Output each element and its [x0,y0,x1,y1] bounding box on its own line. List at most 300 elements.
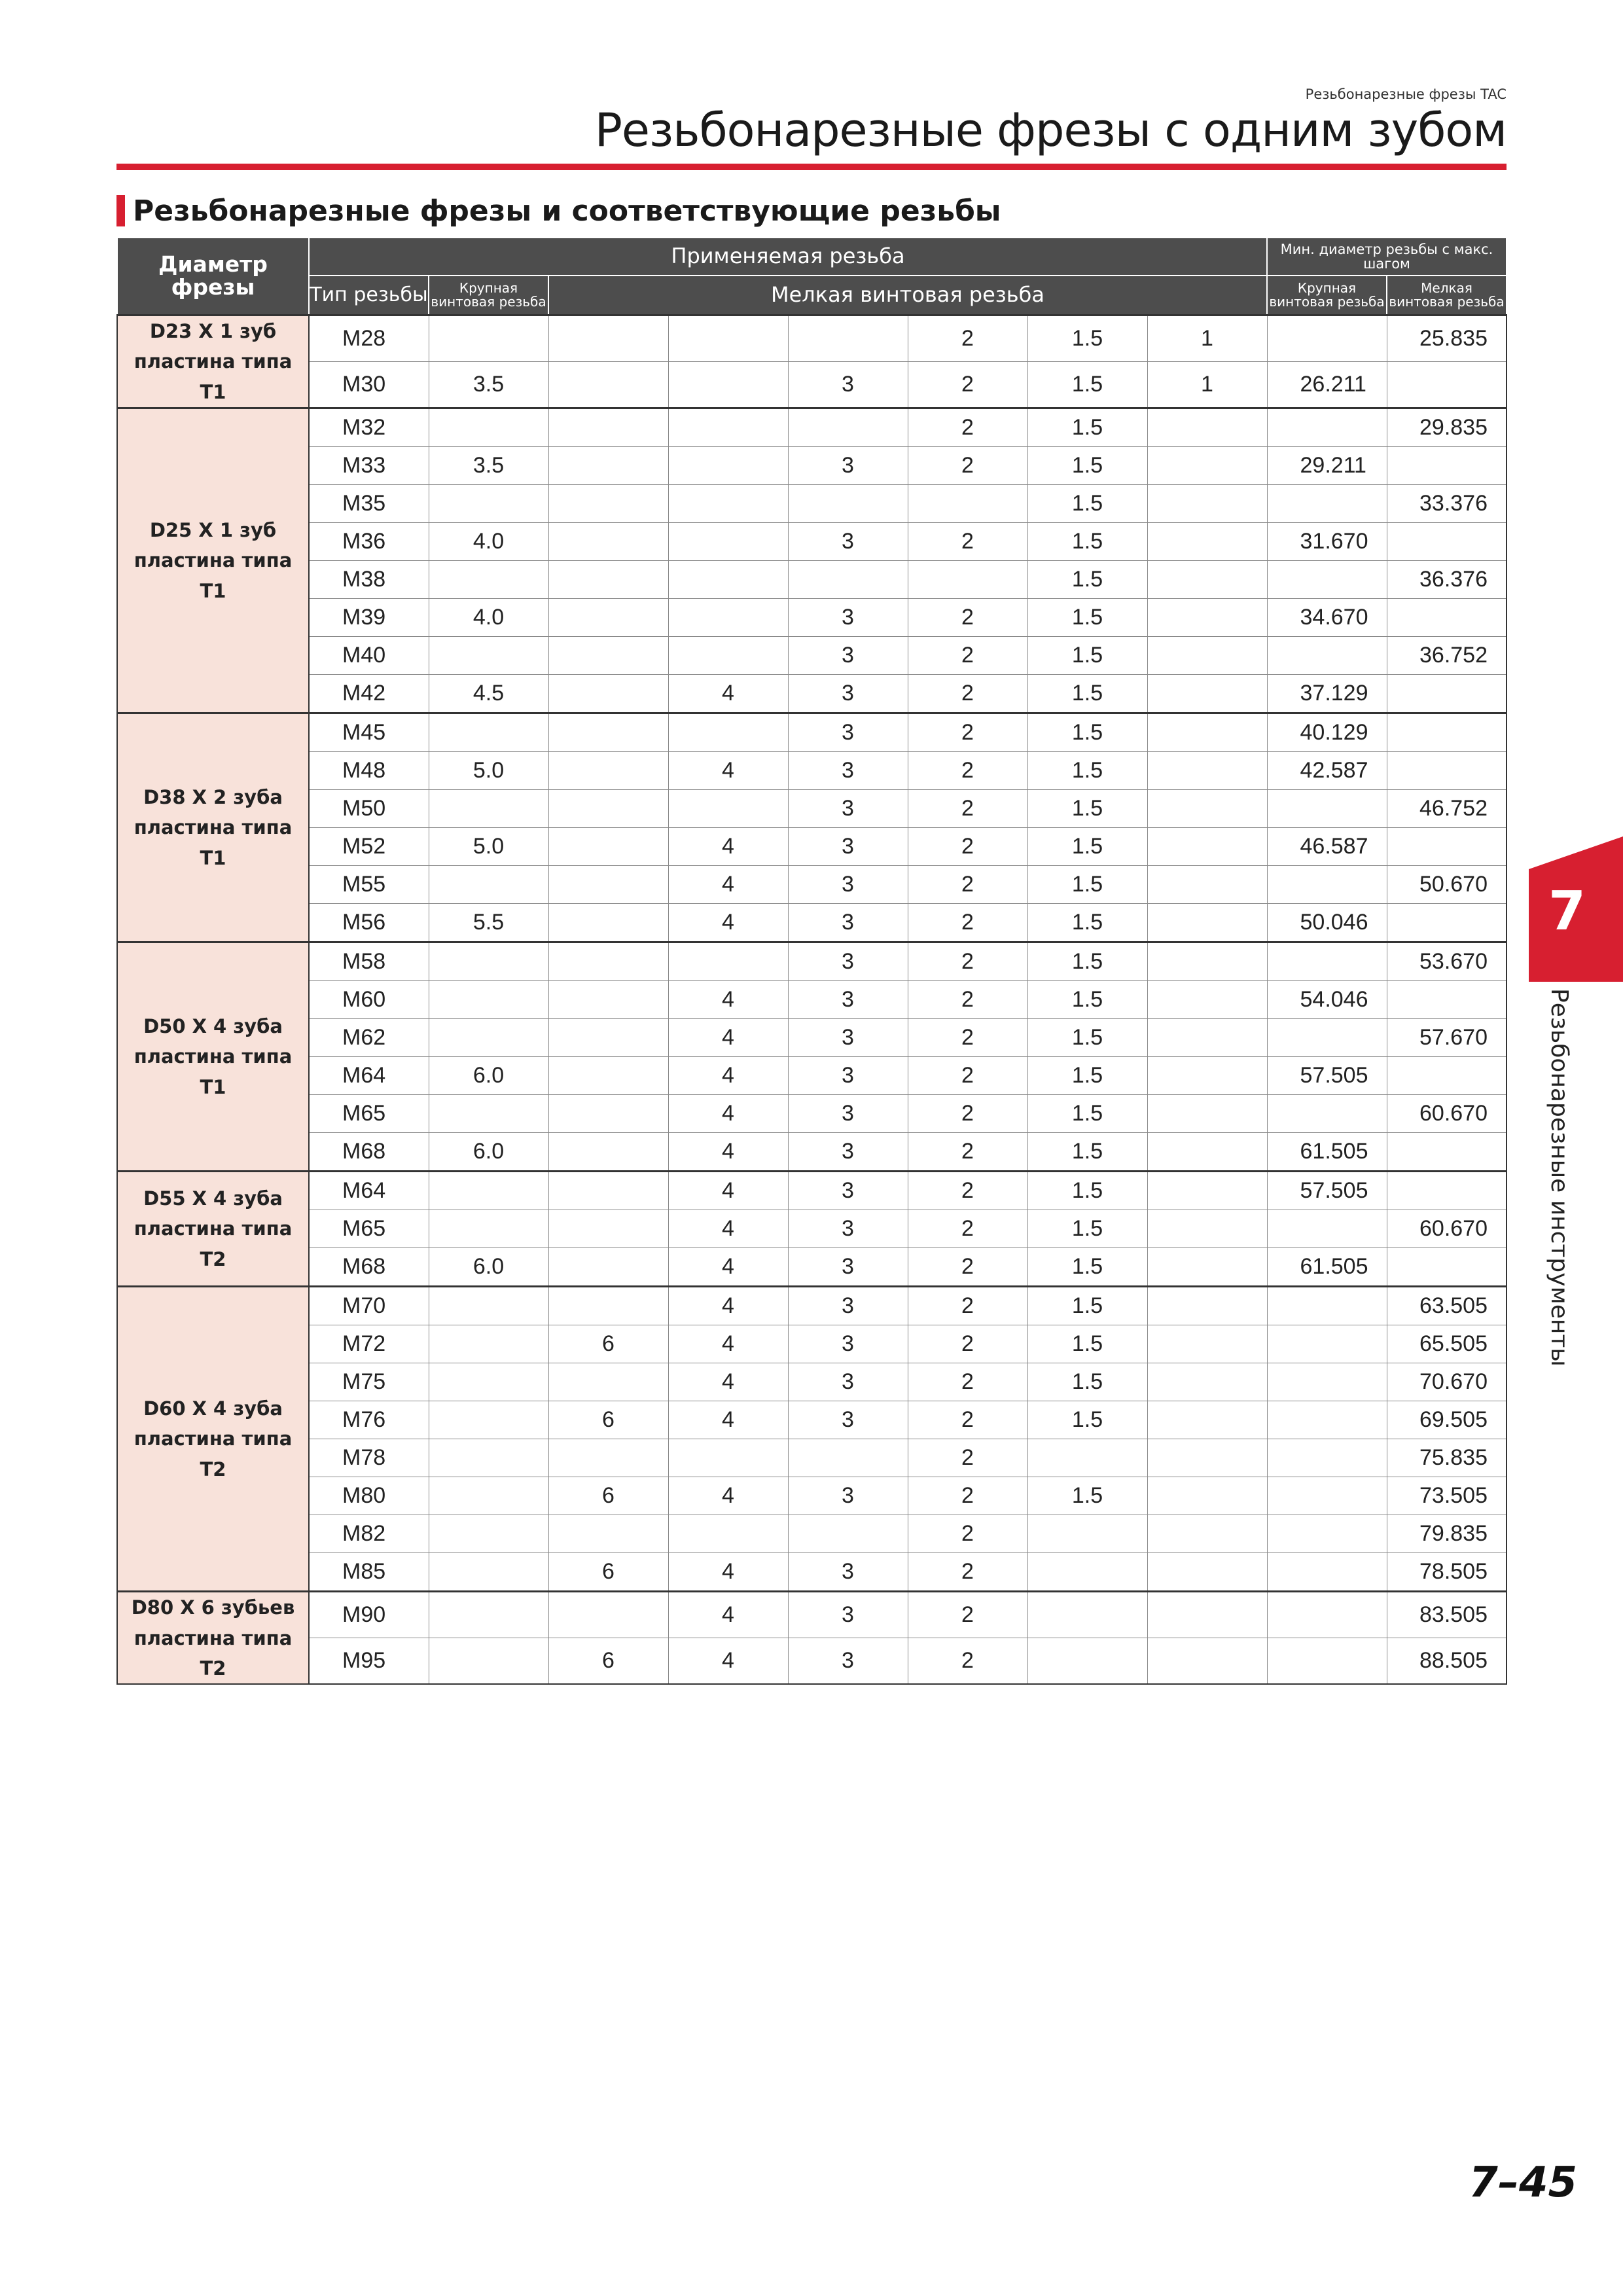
table-cell [1267,315,1387,362]
table-cell: 4 [668,1095,788,1133]
table-cell [548,599,668,637]
table-cell: 5.5 [429,904,548,942]
table-cell [429,1592,548,1638]
table-cell [668,315,788,362]
table-cell [548,1439,668,1477]
table-cell: 3.5 [429,447,548,485]
table-cell: 2 [908,866,1027,904]
header-diameter: Диаметр фрезы [117,238,309,315]
table-cell [1147,1210,1267,1248]
table-cell: 2 [908,752,1027,790]
table-cell: 3 [788,1592,908,1638]
table-row [117,1638,1507,1685]
table-cell [429,1172,548,1210]
table-cell: 2 [908,447,1027,485]
table-cell [1147,447,1267,485]
table-cell [429,713,548,752]
table-cell: 2 [908,1592,1027,1638]
thread-size-cell: M45 [309,713,429,752]
table-cell: 2 [908,637,1027,675]
table-row [117,1515,1507,1553]
table-cell [1147,866,1267,904]
table-cell [548,315,668,362]
table-cell [1387,752,1507,790]
table-row [117,315,1507,362]
table-cell [548,981,668,1019]
table-cell [429,1210,548,1248]
table-cell [429,315,548,362]
table-cell: 2 [908,1019,1027,1057]
thread-size-cell: M35 [309,485,429,523]
table-cell [548,1287,668,1325]
table-cell: 3 [788,1553,908,1592]
table-cell: 60.670 [1387,1210,1507,1248]
table-cell [1147,561,1267,599]
table-row [117,1439,1507,1477]
table-cell [1147,637,1267,675]
insert-type: пластина типа T1 [134,1045,293,1098]
table-cell: 6.0 [429,1133,548,1172]
table-cell [1267,1325,1387,1363]
cutter-group-cell [117,713,309,942]
table-cell: 26.211 [1267,362,1387,408]
table-cell: 2 [908,713,1027,752]
table-cell: 42.587 [1267,752,1387,790]
table-cell: 3 [788,1057,908,1095]
table-cell [668,790,788,828]
title-rule [116,164,1507,170]
header-min-coarse: Крупная винтовая резьба [1267,276,1387,315]
table-cell [1147,1287,1267,1325]
table-cell [1027,1553,1147,1592]
table-cell [1147,523,1267,561]
table-cell [429,1287,548,1325]
table-cell: 4 [668,1592,788,1638]
table-row [117,1325,1507,1363]
table-cell [548,713,668,752]
cutter-diameter: D25 X 1 зуб [149,519,277,542]
header-thread-type: Тип резьбы [309,276,429,315]
table-cell [548,485,668,523]
cutter-group-cell [117,1287,309,1592]
table-row [117,713,1507,752]
table-cell [1147,942,1267,981]
table-cell: 50.046 [1267,904,1387,942]
table-cell [429,1019,548,1057]
table-row [117,828,1507,866]
table-cell: 3 [788,1133,908,1172]
table-cell: 73.505 [1387,1477,1507,1515]
table-cell [668,1515,788,1553]
table-cell: 3 [788,942,908,981]
table-cell: 3 [788,1095,908,1133]
table-cell: 3 [788,981,908,1019]
table-cell [1147,790,1267,828]
table-cell: 4 [668,1325,788,1363]
table-row [117,1210,1507,1248]
table-cell: 3 [788,752,908,790]
table-cell: 50.670 [1387,866,1507,904]
table-cell [668,408,788,447]
thread-size-cell: M80 [309,1477,429,1515]
table-cell: 6 [548,1477,668,1515]
table-row [117,942,1507,981]
table-row [117,523,1507,561]
table-cell: 78.505 [1387,1553,1507,1592]
table-cell [429,561,548,599]
table-cell [1387,675,1507,713]
table-cell [548,1019,668,1057]
section-title: Резьбонарезные фрезы и соответствующие резьбы [133,194,1001,228]
table-cell: 2 [908,828,1027,866]
table-cell [788,315,908,362]
thread-size-cell: M78 [309,1439,429,1477]
table-cell [548,1133,668,1172]
cutter-group-cell [117,1172,309,1287]
thread-size-cell: M28 [309,315,429,362]
table-cell: 60.670 [1387,1095,1507,1133]
table-row [117,1133,1507,1172]
table-cell [429,1553,548,1592]
table-cell: 4 [668,1133,788,1172]
table-cell [1387,1057,1507,1095]
table-cell: 1.5 [1027,1057,1147,1095]
table-cell: 3 [788,1248,908,1287]
table-cell [1147,828,1267,866]
insert-type: пластина типа T2 [134,1427,293,1480]
table-cell [668,523,788,561]
table-cell: 4 [668,1172,788,1210]
table-cell [548,1363,668,1401]
table-row [117,981,1507,1019]
table-cell: 1.5 [1027,675,1147,713]
table-cell: 4 [668,904,788,942]
table-cell: 25.835 [1387,315,1507,362]
chapter-label: Резьбонарезные инструменты [1546,988,1573,1367]
table-cell [1147,981,1267,1019]
table-cell [1387,1248,1507,1287]
table-cell [1147,752,1267,790]
cutter-diameter: D55 X 4 зуба [143,1187,283,1210]
table-cell [1147,1592,1267,1638]
table-cell: 29.211 [1267,447,1387,485]
table-row [117,408,1507,447]
table-cell: 5.0 [429,828,548,866]
table-cell: 4 [668,1287,788,1325]
table-cell [429,1477,548,1515]
table-cell: 1.5 [1027,485,1147,523]
table-cell: 2 [908,675,1027,713]
table-cell [1147,1439,1267,1477]
table-cell [1267,1401,1387,1439]
page-number: 7–45 [1469,2159,1577,2207]
table-cell: 1.5 [1027,1248,1147,1287]
table-cell: 2 [908,1515,1027,1553]
table-cell [1147,1638,1267,1685]
table-row [117,1477,1507,1515]
table-cell: 2 [908,1057,1027,1095]
thread-size-cell: M36 [309,523,429,561]
table-cell [908,561,1027,599]
thread-size-cell: M64 [309,1172,429,1210]
section-marker [116,195,125,226]
table-cell: 75.835 [1387,1439,1507,1477]
thread-size-cell: M65 [309,1210,429,1248]
header-fine-pitch: Мелкая винтовая резьба [548,276,1267,315]
cutter-group-cell [117,408,309,713]
table-cell [1387,1133,1507,1172]
page-title: Резьбонарезные фрезы с одним зубом [594,103,1507,157]
table-cell [1147,1553,1267,1592]
table-cell [668,362,788,408]
thread-size-cell: M40 [309,637,429,675]
insert-type: пластина типа T2 [134,1626,293,1679]
table-cell [1267,1439,1387,1477]
table-cell [1147,599,1267,637]
table-cell: 2 [908,1133,1027,1172]
table-row [117,1363,1507,1401]
table-row [117,599,1507,637]
insert-type: пластина типа T1 [134,350,293,403]
thread-size-cell: M82 [309,1515,429,1553]
table-cell: 2 [908,1172,1027,1210]
table-cell: 1.5 [1027,523,1147,561]
table-cell [668,713,788,752]
header-caption: Резьбонарезные фрезы TAC [1305,86,1507,102]
thread-size-cell: M39 [309,599,429,637]
insert-type: пластина типа T2 [134,1217,293,1270]
table-cell [1267,1363,1387,1401]
table-cell [1147,1363,1267,1401]
table-cell [429,408,548,447]
table-cell: 3 [788,1172,908,1210]
table-cell: 1.5 [1027,315,1147,362]
table-cell [548,1210,668,1248]
table-cell [1147,1095,1267,1133]
table-cell [1267,866,1387,904]
table-cell [1147,1325,1267,1363]
table-row [117,1553,1507,1592]
table-cell: 1 [1147,315,1267,362]
table-cell: 2 [908,981,1027,1019]
table-row [117,447,1507,485]
table-cell: 2 [908,523,1027,561]
table-cell: 83.505 [1387,1592,1507,1638]
table-cell [668,599,788,637]
cutter-group-cell [117,942,309,1172]
table-cell [1387,447,1507,485]
table-cell: 3 [788,713,908,752]
thread-size-cell: M68 [309,1248,429,1287]
table-cell: 1.5 [1027,1210,1147,1248]
table-cell: 70.670 [1387,1363,1507,1401]
table-cell: 4 [668,981,788,1019]
table-cell [1147,713,1267,752]
thread-size-cell: M42 [309,675,429,713]
table-cell: 1.5 [1027,904,1147,942]
table-cell [548,408,668,447]
table-cell [1147,408,1267,447]
table-cell: 29.835 [1387,408,1507,447]
table-cell: 4 [668,1057,788,1095]
table-cell [908,485,1027,523]
table-cell: 2 [908,408,1027,447]
table-cell: 2 [908,904,1027,942]
table-cell [429,1401,548,1439]
table-cell [429,1515,548,1553]
cutter-diameter: D23 X 1 зуб [149,320,277,342]
table-cell: 2 [908,1477,1027,1515]
table-cell [788,561,908,599]
table-cell: 33.376 [1387,485,1507,523]
table-cell [1267,1477,1387,1515]
table-cell: 2 [908,790,1027,828]
thread-size-cell: M70 [309,1287,429,1325]
table-cell [429,866,548,904]
table-cell: 54.046 [1267,981,1387,1019]
table-cell: 46.752 [1387,790,1507,828]
table-cell [429,637,548,675]
table-cell [548,866,668,904]
table-cell: 4 [668,828,788,866]
table-cell: 57.505 [1267,1172,1387,1210]
table-cell [548,904,668,942]
table-cell [1147,485,1267,523]
table-cell [1387,904,1507,942]
table-cell [429,942,548,981]
table-cell: 79.835 [1387,1515,1507,1553]
table-cell: 3 [788,904,908,942]
thread-table [116,237,1507,1685]
thread-size-cell: M76 [309,1401,429,1439]
thread-size-cell: M72 [309,1325,429,1363]
table-cell: 1.5 [1027,599,1147,637]
table-cell [1147,675,1267,713]
table-cell [668,637,788,675]
table-cell: 3 [788,1638,908,1685]
table-cell [548,1592,668,1638]
table-cell: 1 [1147,362,1267,408]
table-cell: 34.670 [1267,599,1387,637]
table-cell [668,447,788,485]
table-cell: 4 [668,1248,788,1287]
table-cell: 1.5 [1027,1363,1147,1401]
thread-size-cell: M52 [309,828,429,866]
table-cell [1387,523,1507,561]
thread-size-cell: M90 [309,1592,429,1638]
table-cell [548,362,668,408]
thread-size-cell: M30 [309,362,429,408]
table-cell [1267,942,1387,981]
table-cell [429,790,548,828]
cutter-group-cell [117,315,309,408]
table-cell [548,447,668,485]
table-cell: 1.5 [1027,1477,1147,1515]
table-cell: 4.0 [429,523,548,561]
table-cell: 1.5 [1027,790,1147,828]
table-cell: 5.0 [429,752,548,790]
table-cell: 2 [908,1553,1027,1592]
thread-size-cell: M38 [309,561,429,599]
table-cell: 1.5 [1027,866,1147,904]
table-cell: 3 [788,1477,908,1515]
table-cell: 2 [908,1248,1027,1287]
thread-size-cell: M32 [309,408,429,447]
table-cell: 2 [908,315,1027,362]
table-cell [788,485,908,523]
table-cell: 57.670 [1387,1019,1507,1057]
table-cell [788,1439,908,1477]
table-cell: 4 [668,866,788,904]
insert-type: пластина типа T1 [134,816,293,869]
table-row [117,637,1507,675]
table-cell: 3 [788,790,908,828]
table-row [117,1019,1507,1057]
table-cell [1267,637,1387,675]
table-cell: 2 [908,1210,1027,1248]
cutter-diameter: D80 X 6 зубьев [131,1596,295,1619]
header-min-fine: Мелкая винтовая резьба [1387,276,1507,315]
table-cell: 4 [668,752,788,790]
table-cell [1147,1172,1267,1210]
table-row [117,1287,1507,1325]
table-cell: 2 [908,362,1027,408]
table-cell [548,561,668,599]
thread-size-cell: M75 [309,1363,429,1401]
table-cell [548,523,668,561]
table-cell [548,828,668,866]
table-cell: 1.5 [1027,408,1147,447]
table-cell: 1.5 [1027,1287,1147,1325]
table-cell: 4 [668,1401,788,1439]
table-cell [1147,1248,1267,1287]
table-cell: 1.5 [1027,981,1147,1019]
table-cell: 63.505 [1387,1287,1507,1325]
table-cell [668,561,788,599]
table-cell: 2 [908,1095,1027,1133]
table-row [117,904,1507,942]
table-row [117,561,1507,599]
table-cell: 40.129 [1267,713,1387,752]
table-cell [1267,1287,1387,1325]
section-heading [116,194,1001,228]
table-cell [548,1515,668,1553]
table-cell: 36.376 [1387,561,1507,599]
table-cell: 1.5 [1027,942,1147,981]
table-cell: 53.670 [1387,942,1507,981]
table-cell: 1.5 [1027,1095,1147,1133]
table-cell [548,637,668,675]
table-cell [548,1057,668,1095]
table-cell [1267,1592,1387,1638]
table-cell: 6 [548,1553,668,1592]
table-body [117,315,1507,1685]
table-cell: 1.5 [1027,362,1147,408]
thread-size-cell: M50 [309,790,429,828]
table-row [117,1401,1507,1439]
table-cell: 2 [908,1287,1027,1325]
table-cell: 4 [668,675,788,713]
table-cell: 57.505 [1267,1057,1387,1095]
thread-size-cell: M62 [309,1019,429,1057]
table-cell: 3 [788,675,908,713]
table-cell [1147,1477,1267,1515]
table-cell: 2 [908,1325,1027,1363]
table-cell [1387,599,1507,637]
table-cell [429,1363,548,1401]
thread-size-cell: M48 [309,752,429,790]
table-cell: 46.587 [1267,828,1387,866]
